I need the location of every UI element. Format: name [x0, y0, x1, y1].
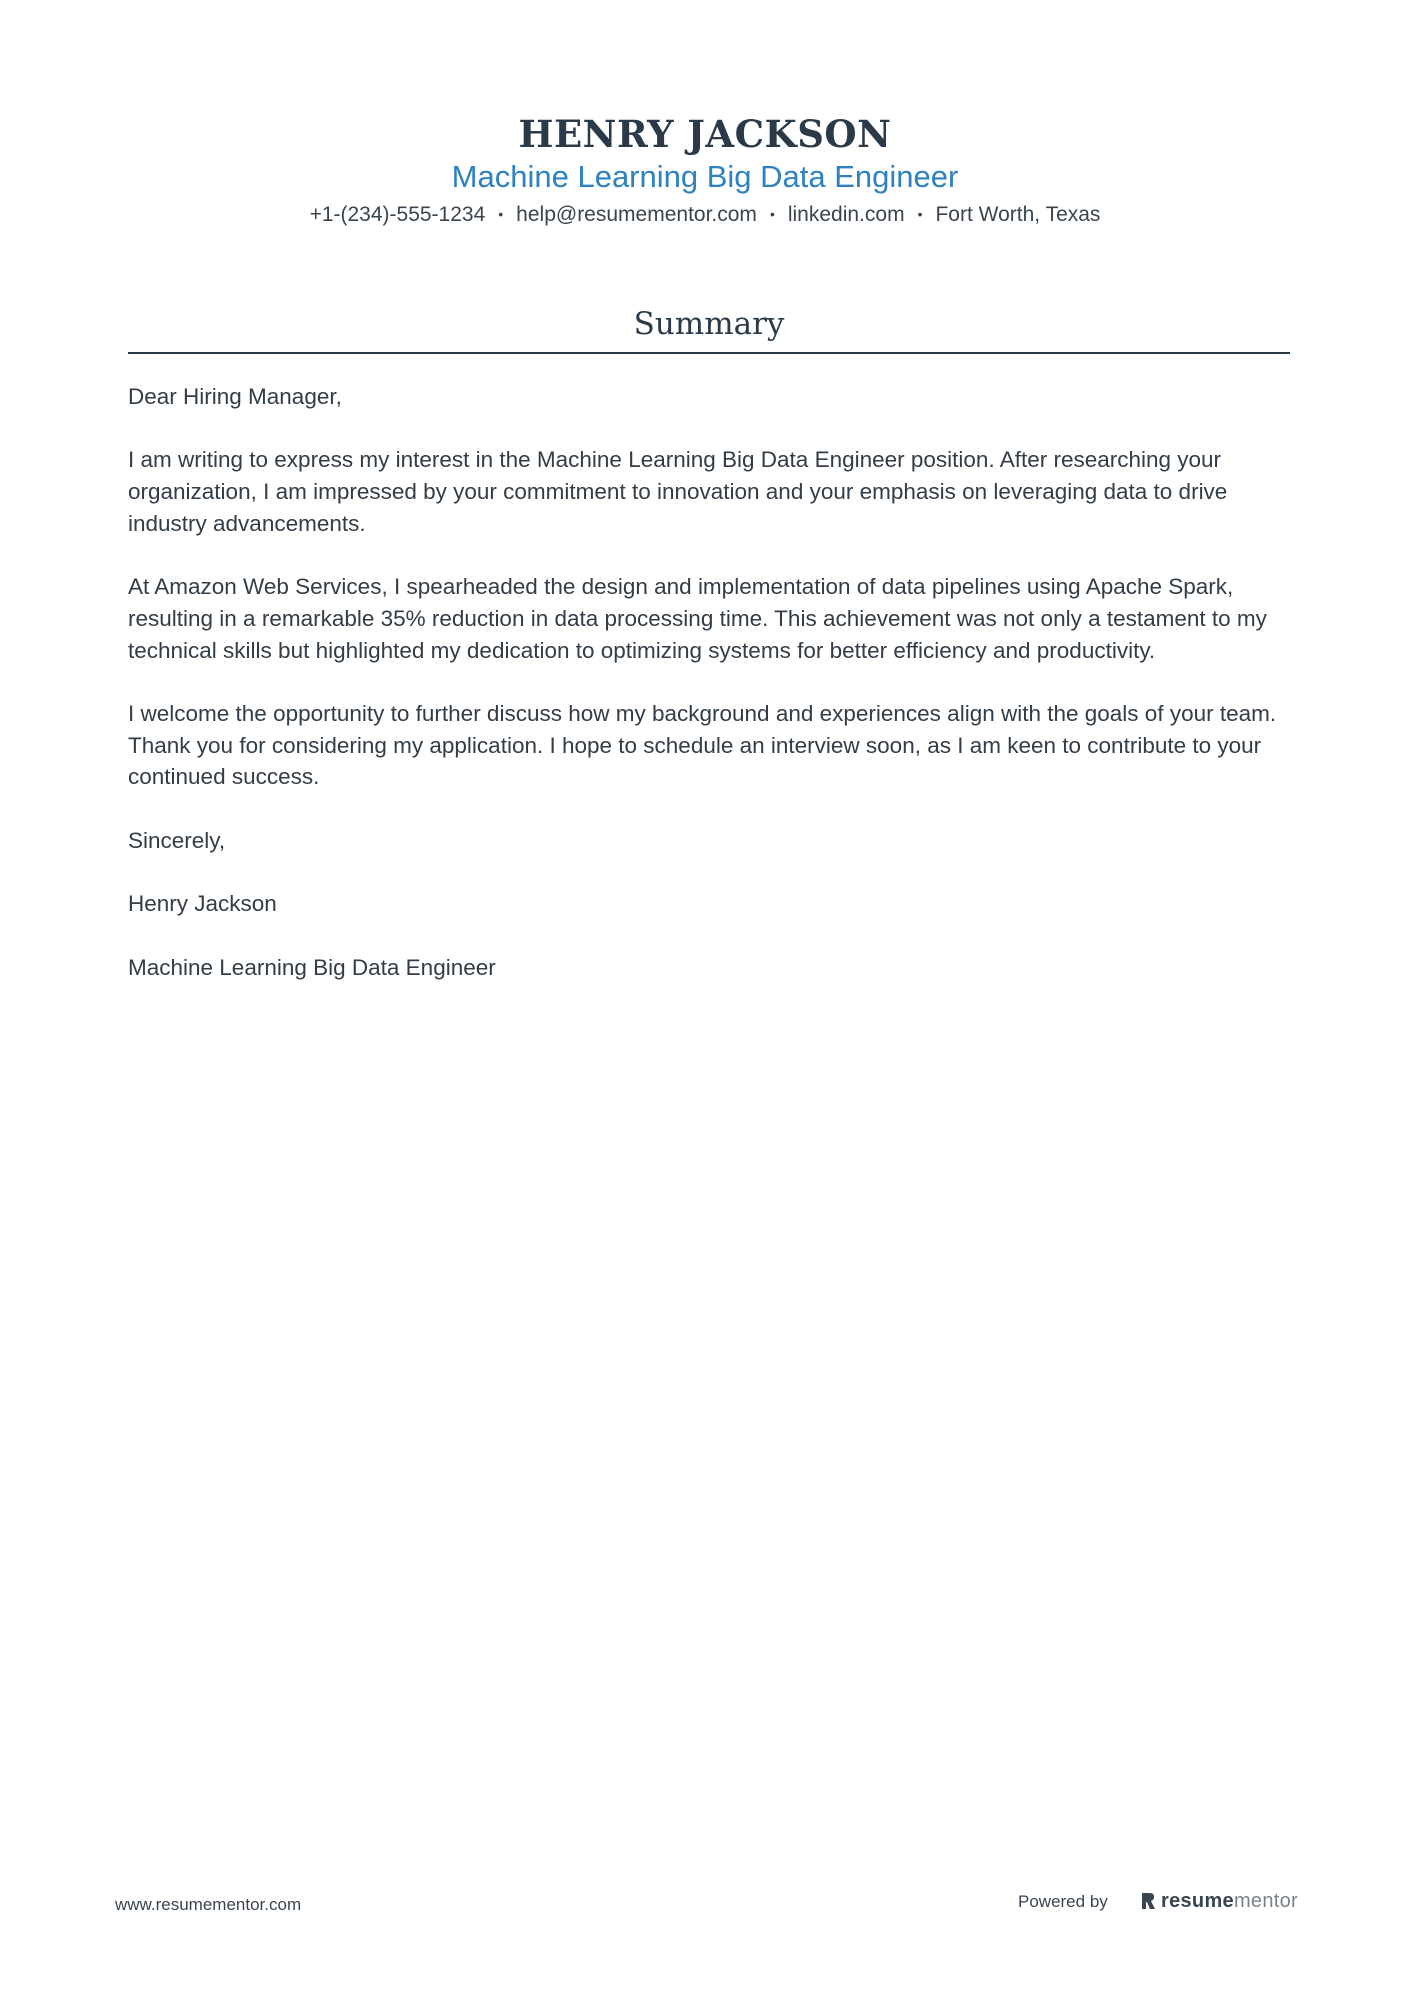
powered-by-label: Powered by — [1018, 1892, 1108, 1911]
letter-body — [128, 381, 1290, 1015]
brand-wordmark-bold: resume — [1161, 1889, 1234, 1912]
applicant-name: HENRY JACKSON — [518, 112, 892, 156]
section-divider — [128, 352, 1290, 354]
resumementor-logo-icon — [1140, 1891, 1156, 1911]
contact-linkedin: linkedin.com — [787, 203, 905, 226]
footer-url: www.resumementor.com — [115, 1895, 302, 1914]
contact-separator: • — [498, 206, 504, 222]
brand-logo — [1140, 1886, 1298, 1916]
section-title: Summary — [633, 306, 785, 342]
contact-email: help@resumementor.com — [516, 203, 757, 226]
letter-closing: Sincerely, — [128, 827, 226, 853]
letter-header — [0, 112, 1410, 229]
contact-separator: • — [917, 206, 923, 222]
brand-wordmark — [1161, 1890, 1298, 1913]
letter-paragraph: At Amazon Web Services, I spearheaded the design and implementation of data pipelines using Apache Spark, resulting in a remarkable 35% reduction in data processing time. This achievement was not only a testament to my technical skills but highlighted my dedication to optimizing systems for better efficiency and productivity. — [128, 574, 1267, 663]
contact-location: Fort Worth, Texas — [935, 203, 1101, 226]
letter-paragraph: I am writing to express my interest in the Machine Learning Big Data Engineer position. After researching your organization, I am impressed by your commitment to innovation and your emphasis on leveraging data to drive industry advancements. — [128, 447, 1228, 536]
signature-title: Machine Learning Big Data Engineer — [128, 954, 496, 980]
contact-separator: • — [769, 206, 775, 222]
letter-salutation: Dear Hiring Manager, — [128, 384, 342, 409]
signature-name: Henry Jackson — [128, 891, 277, 917]
contact-phone: +1-(234)-555-1234 — [309, 203, 486, 226]
contact-line — [0, 200, 1410, 229]
letter-paragraph: I welcome the opportunity to further discuss how my background and experiences align with the goals of your team. Thank you for considering my application. I hope to schedule an interview soon, as I am keen to contribute to your continued success. — [128, 700, 1277, 790]
applicant-job-title: Machine Learning Big Data Engineer — [451, 159, 959, 194]
brand-wordmark-light: mentor — [1233, 1889, 1298, 1912]
